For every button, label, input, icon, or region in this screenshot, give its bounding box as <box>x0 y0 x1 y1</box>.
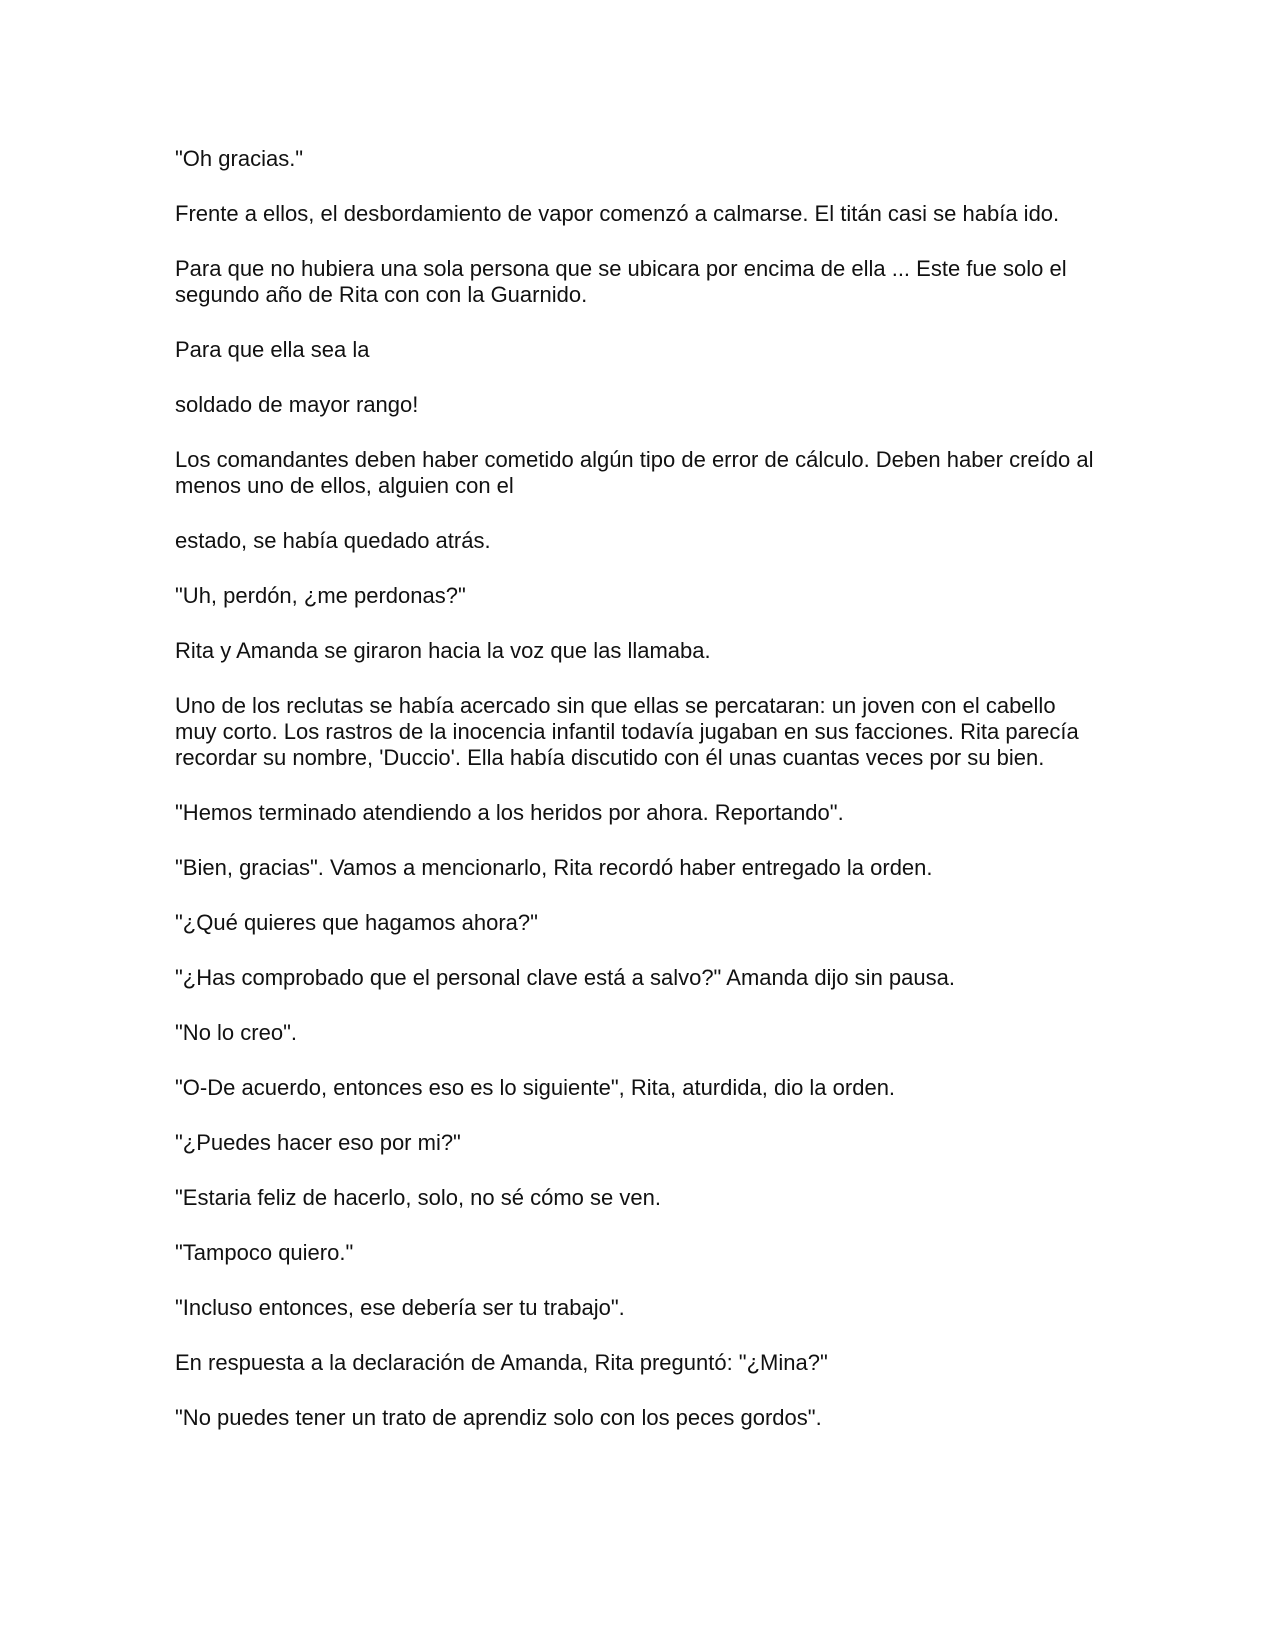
paragraph: "Tampoco quiero." <box>175 1240 354 1265</box>
paragraph: Para que no hubiera una sola persona que se ubicara por encima de ella ... Este fue solo el segundo año de Rita con con la Guarnido. <box>175 256 1067 307</box>
paragraph: Rita y Amanda se giraron hacia la voz que las llamaba. <box>175 638 711 663</box>
paragraph: "Hemos terminado atendiendo a los heridos por ahora. Reportando". <box>175 800 844 825</box>
paragraph: soldado de mayor rango! <box>175 392 419 417</box>
paragraph: "O-De acuerdo, entonces eso es lo siguiente", Rita, aturdida, dio la orden. <box>175 1075 896 1100</box>
paragraph: "Estaria feliz de hacerlo, solo, no sé cómo se ven. <box>175 1185 661 1210</box>
document-body <box>175 146 1095 1460</box>
paragraph: Para que ella sea la <box>175 337 370 362</box>
paragraph: "¿Qué quieres que hagamos ahora?" <box>175 910 538 935</box>
paragraph: "Uh, perdón, ¿me perdonas?" <box>175 583 466 608</box>
paragraph: "No puedes tener un trato de aprendiz solo con los peces gordos". <box>175 1405 822 1430</box>
paragraph: En respuesta a la declaración de Amanda, Rita preguntó: "¿Mina?" <box>175 1350 828 1375</box>
paragraph: Uno de los reclutas se había acercado sin que ellas se percataran: un joven con el cabello muy corto. Los rastros de la inocencia infantil todavía jugaban en sus facciones. Rita parecía recordar su nombre, 'Duccio'. Ella había discutido con él unas cuantas veces por su bien. <box>175 693 1079 770</box>
paragraph: Los comandantes deben haber cometido algún tipo de error de cálculo. Deben haber creído al menos uno de ellos, alguien con el <box>175 447 1094 498</box>
paragraph: "¿Has comprobado que el personal clave está a salvo?" Amanda dijo sin pausa. <box>175 965 955 990</box>
paragraph: "No lo creo". <box>175 1020 297 1045</box>
paragraph: "Oh gracias." <box>175 146 304 171</box>
paragraph: Frente a ellos, el desbordamiento de vapor comenzó a calmarse. El titán casi se había ido. <box>175 201 1060 226</box>
paragraph: "Bien, gracias". Vamos a mencionarlo, Rita recordó haber entregado la orden. <box>175 855 933 880</box>
paragraph: "Incluso entonces, ese debería ser tu trabajo". <box>175 1295 625 1320</box>
paragraph: "¿Puedes hacer eso por mi?" <box>175 1130 461 1155</box>
paragraph: estado, se había quedado atrás. <box>175 528 491 553</box>
